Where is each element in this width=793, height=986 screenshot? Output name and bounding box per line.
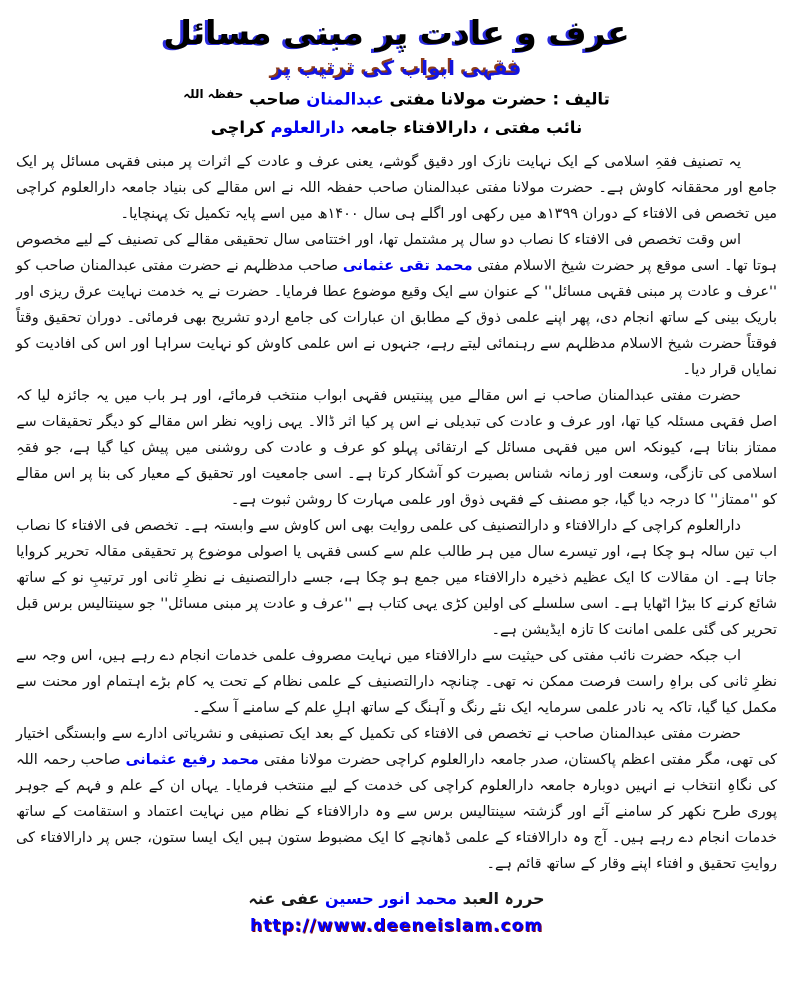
- affiliation-prefix: نائب مفتی ، دارالافتاء جامعہ: [344, 117, 583, 137]
- paragraph-text: دارالعلوم کراچی کے دارالافتاء و دارالتصنیف کی علمی روایت بھی اس کاوش سے وابستہ ہے۔ تخصص فی الافتاء کا نصاب اب تین سالہ ہو چکا ہے، اور تیسرے سال میں ہر طالب علم سے کسی فقہی یا اصولی موضوع پر تحقیقی مقالہ تحریر کروایا جاتا ہے۔ ان مقالات کا ایک عظیم ذخیرہ دارالافتاء میں جمع ہو چکا ہے، جسے دارالتصنیف نے نظرِ ثانی اور ترتیبِ نو کے ساتھ شائع کرنے کا بیڑا اٹھایا ہے۔ اسی سلسلے کی اولین کڑی یہی کتاب ہے ''عرف و عادت پر مبنی مسائل'' جو سینتالیس برس قبل تحریر کی گئی علمی امانت کا تازہ ایڈیشن ہے۔: [16, 517, 777, 638]
- signature-name-highlight: محمد انور حسین: [325, 888, 458, 908]
- body-paragraph-2: [16, 227, 777, 383]
- honorific: حفظہ اللہ: [183, 87, 244, 102]
- paragraph-text: صاحب رحمہ اللہ کی نگاہِ انتخاب نے انہیں دوبارہ جامعہ دارالعلوم کراچی کی خدمت کے لیے منتخب فرمایا۔ یہاں ان کے علم و فہم کے جوہر پوری طرح نکھر کر سامنے آئے اور گزشتہ سینتالیس برس سے وہ دارالافتاء کے نظام میں نہایت اعتماد و استقامت کے ساتھ خدمات انجام دے رہے ہیں۔ آج وہ دارالافتاء کے علمی ڈھانچے کا ایک مضبوط ستون ہیں ایک ایسا ستون، جس پر دارالافتاء کی روایتِ تحقیق و افتاء اپنے وقار کے ساتھ قائم ہے۔: [16, 751, 777, 872]
- paragraph-text: حضرت مفتی عبدالمنان صاحب نے تخصص فی الافتاء کی تکمیل کے بعد ایک تصنیفی و نشریاتی ادارے سے وابستگی اختیار کی تھی، مگر مفتی اعظم پاکستان، صدر جامعہ دارالعلوم کراچی حضرت مولانا مفتی: [16, 725, 777, 768]
- author-line: [16, 86, 777, 111]
- paragraph-text: حضرت مفتی عبدالمنان صاحب نے اس مقالے میں پینتیس فقہی ابواب منتخب فرمائے، اور ہر باب میں یہ جائزہ لیا کہ اصل فقہی مسئلہ کیا تھا، اور عرف و عادت کی تبدیلی نے اس پر کیا اثر ڈالا۔ یہی زاویہ نظر اس مقالے کو دیگر تحقیقات سے ممتاز بناتا ہے، کیونکہ اس میں فقہی مسائل کے ارتقائی پہلو کو عرف و عادت کی روشنی میں پیش کیا گیا ہے، جو فقہِ اسلامی کی تازگی، وسعت اور زمانہ شناس بصیرت کو آشکار کرتا ہے۔ اسی جامعیت اور تحقیق کے معیار کی بنا پر اس مقالے کو ''ممتاز'' کا درجہ دیا گیا، جو مصنف کے فقہی ذوق اور علمی مہارت کا روشن ثبوت ہے۔: [16, 387, 777, 508]
- body-paragraph-1: [16, 149, 777, 227]
- body-paragraph-3: [16, 383, 777, 513]
- document-body: [16, 149, 777, 877]
- affiliation-highlight: دارالعلوم: [270, 117, 345, 137]
- author-name-highlight: عبدالمنان: [306, 89, 384, 109]
- author-prefix: تالیف : حضرت مولانا مفتی: [383, 89, 610, 109]
- paragraph-text: صاحب مدظلہم نے حضرت مفتی عبدالمنان صاحب کو ''عرف و عادت پر مبنی فقہی مسائل'' کے عنوان سے ایک وقیع موضوع عطا فرمایا۔ حضرت نے یہ خدمت نہایت عرق ریزی اور باریک بینی کے ساتھ انجام دی، پھر اپنے علمی ذوق کے مطابق ان عبارات کی جامع اردو تشریح بھی فرمائی۔ دوران تحقیق وقتاً فوقتاً حضرت شیخ الاسلام مدظلہم سے رہنمائی لیتے رہے، جنہوں نے اس علمی کاوش کو نہایت سراہا اور اس کی افادیت کو نمایاں قرار دیا۔: [16, 257, 777, 378]
- affiliation-suffix: کراچی: [210, 117, 271, 137]
- author-suffix: صاحب: [243, 89, 307, 109]
- website-link[interactable]: http://www.deeneislam.com: [250, 915, 543, 936]
- body-paragraph-4: [16, 513, 777, 643]
- page-subtitle: فقہی ابواب کی ترتیب پر: [271, 56, 522, 81]
- paragraph-text: اس وقت تخصص فی الافتاء کا نصاب دو سال پر مشتمل تھا، اور اختتامی سال تحقیقی مقالے کی تصنیف کے لیے مخصوص ہوتا تھا۔ اسی موقع پر حضرت شیخ الاسلام مفتی: [16, 231, 777, 274]
- signature-line: [16, 889, 777, 908]
- paragraph-text: یہ تصنیف فقہِ اسلامی کے ایک نہایت نازک اور دقیق گوشے، یعنی عرف و عادت کے اثرات پر مبنی فقہی مسائل پر ایک جامع اور محققانہ کاوش ہے۔ حضرت مولانا مفتی عبدالمنان صاحب حفظہ اللہ نے اس مقالے کی بنیاد جامعہ دارالعلوم کراچی میں تخصص فی الافتاء کے دوران ۱۳۹۹ھ میں رکھی اور اگلے ہی سال ۱۴۰۰ھ میں اسے پایہ تکمیل تک پہنچایا۔: [16, 153, 777, 222]
- body-paragraph-5: [16, 643, 777, 721]
- paragraph-text: اب جبکہ حضرت نائب مفتی کی حیثیت سے دارالافتاء میں نہایت مصروف علمی خدمات انجام دے رہے ہیں، اس وجہ سے نظرِ ثانی کی براہِ راست فرصت ممکن نہ تھی۔ چنانچہ دارالتصنیف کے علمی نظام کے تحت یہ کام بڑے اہتمام اور محنت سے مکمل کیا گیا، تاکہ یہ نادر علمی سرمایہ ایک نئے رنگ و آہنگ کے ساتھ اہلِ علم کے سامنے آ سکے۔: [16, 647, 777, 716]
- signature-prefix: حررہ العبد: [457, 888, 545, 908]
- person-name-highlight: محمد رفیع عثمانی: [125, 751, 259, 768]
- affiliation-line: [16, 116, 777, 139]
- page-title: عرف و عادت پر مبنی مسائل: [163, 13, 630, 52]
- body-paragraph-6: [16, 721, 777, 877]
- person-name-highlight: محمد تقی عثمانی: [342, 257, 473, 274]
- signature-suffix: عفی عنہ: [248, 888, 326, 908]
